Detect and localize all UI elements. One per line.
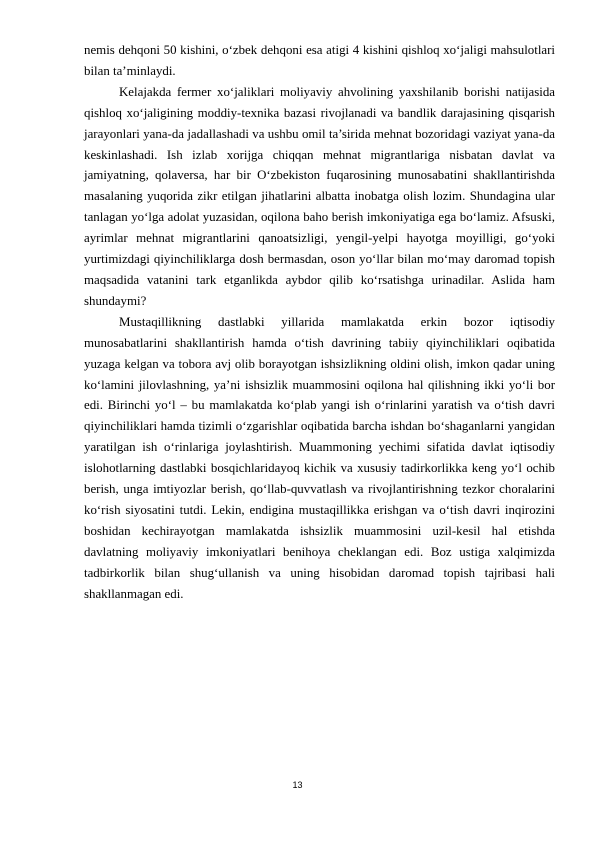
page-number: 13 — [292, 780, 303, 790]
document-body — [84, 40, 555, 604]
paragraph-1: nemis dehqoni 50 kishini, o‘zbek dehqoni esa atigi 4 kishini qishloq xo‘jaligi mahsulotlari bilan ta’minlaydi. — [84, 43, 555, 78]
paragraph-2: Kelajakda fermer xo‘jaliklari moliyaviy ahvolining yaxshilanib borishi natijasida qishloq xo‘jaligining moddiy-texnika bazasi rivojlanadi va bandlik darajasining qisqarish jarayonlari yana-da jadallashadi va ushbu omil ta’sirida mehnat bozoridagi vaziyat yana-da keskinlashadi. Ish izlab xorijga chiqqan mehnat migrantlariga nisbatan davlat va jamiyatning, qolaversa, har bir O‘zbekiston fuqarosining munosabatini shakllantirishda masalaning yuqorida zikr etilgan jihatlarini albatta inobatga olish lozim. Shundagina ular tanlagan yo‘lga adolat yuzasidan, oqilona baho berish imkoniyatiga ega bo‘lamiz. Afsuski, ayrimlar mehnat migrantlarini qanoatsizligi, yengil-yelpi hayotga moyilligi, go‘yoki yurtimizdagi qiyinchiliklarga dosh bermasdan, oson yo‘llar bilan mo‘may daromad topish maqsadida vatanini tark etganlikda aybdor qilib ko‘rsatishga urinadilar. Aslida ham shundaymi? — [84, 84, 555, 308]
paragraph-3: Mustaqillikning dastlabki yillarida mamlakatda erkin bozor iqtisodiy munosabatlarini shakllantirish hamda o‘tish davrining tabiiy qiyinchiliklari oqibatida yuzaga kelgan va tobora avj olib borayotgan ishsizlikning oldini olish, imkon qadar uning ko‘lamini jilovlashning, ya’ni ishsizlik muammosini oqilona hal qilishning ikki yo‘li bor edi. Birinchi yo‘l – bu mamlakatda ko‘plab yangi ish o‘rinlarini yaratish va o‘tish davri qiyinchiliklari hamda tizimli o‘zgarishlar oqibatida barcha ishdan bo‘shaganlarni yangidan yaratilgan ish o‘rinlariga joylashtirish. Muammoning yechimi sifatida davlat iqtisodiy islohotlarning dastlabki bosqichlaridayoq kichik va xususiy tadirkorlikka keng yo‘l ochib berish, unga imtiyozlar berish, qo‘llab-quvvatlash va rivojlantirishning tezkor choralarini ko‘rish siyosatini tutdi. Lekin, endigina mustaqillikka erishgan va o‘tish davri inqirozini boshidan kechirayotgan mamlakatda ishsizlik muammosini uzil-kesil hal etishda davlatning moliyaviy imkoniyatlari benihoya cheklangan edi. Boz ustiga xalqimizda tadbirkorlik bilan shug‘ullanish va uning hisobidan daromad topish tajribasi hali shakllanmagan edi. — [84, 314, 555, 601]
